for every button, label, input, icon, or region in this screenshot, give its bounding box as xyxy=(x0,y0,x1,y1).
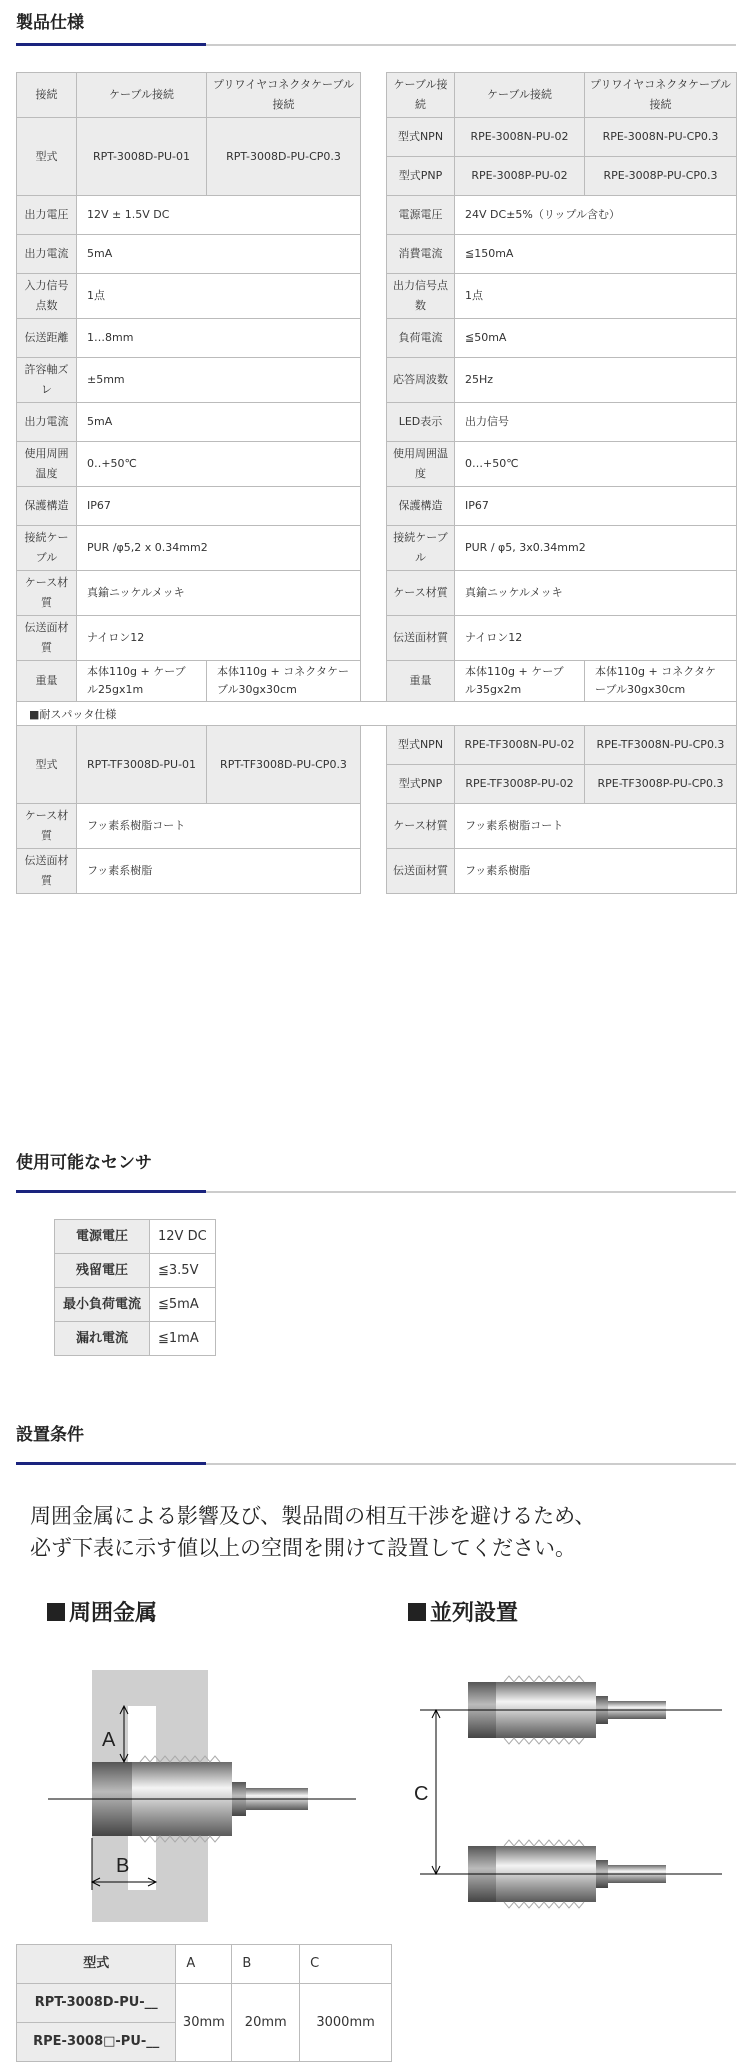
value-cell: IP67 xyxy=(455,487,737,526)
table-row xyxy=(55,1254,216,1288)
col-header: C xyxy=(300,1945,392,1984)
section-title-sensor: 使用可能なセンサ xyxy=(16,1153,152,1173)
header-cell: 重量 xyxy=(17,661,77,702)
header-cell: 接続 xyxy=(17,73,77,118)
header-cell: 出力電流 xyxy=(17,235,77,274)
header-cell: 型式NPN xyxy=(387,726,455,765)
header-cell: 出力信号点数 xyxy=(387,274,455,319)
header-cell: 接続ケーブル xyxy=(17,526,77,571)
table-row xyxy=(17,702,737,726)
spacer-cell xyxy=(361,235,387,274)
table-row xyxy=(17,1984,392,2023)
header-cell: RPT-3008D-PU-01 xyxy=(77,118,207,196)
header-cell: 重量 xyxy=(387,661,455,702)
note-cell: ■耐スパッタ仕様 xyxy=(17,702,737,726)
square-bullet-icon xyxy=(47,1603,65,1621)
header-cell: RPT-TF3008D-PU-01 xyxy=(77,726,207,804)
value-cell: IP67 xyxy=(77,487,361,526)
spacer-cell xyxy=(361,526,387,571)
value-cell: ≦150mA xyxy=(455,235,737,274)
value-cell: フッ素系樹脂コート xyxy=(77,804,361,849)
value-cell: 0…+50℃ xyxy=(455,442,737,487)
metal-clearance-diagram xyxy=(40,1660,360,1930)
value-cell: 本体110g + コネクタケーブル30gx30cm xyxy=(585,661,737,702)
header-cell: 出力電圧 xyxy=(17,196,77,235)
header-cell: RPE-TF3008N-PU-02 xyxy=(455,726,585,765)
value-cell: 5mA xyxy=(77,403,361,442)
header-cell: LED表示 xyxy=(387,403,455,442)
sensor-label: 電源電圧 xyxy=(55,1220,150,1254)
table-row xyxy=(17,661,737,702)
header-cell: RPE-3008N-PU-02 xyxy=(455,118,585,157)
value-cell: 20mm xyxy=(232,1984,300,2062)
table-row xyxy=(17,118,737,157)
value-cell: 30mm xyxy=(176,1984,232,2062)
spacer-cell xyxy=(361,804,387,849)
header-cell: プリワイヤコネクタケーブル接続 xyxy=(585,73,737,118)
value-cell: ナイロン12 xyxy=(455,616,737,661)
col-header: B xyxy=(232,1945,300,1984)
header-cell: 型式 xyxy=(17,726,77,804)
parallel-install-diagram xyxy=(400,1660,730,1930)
value-cell: PUR /φ5,2 x 0.34mm2 xyxy=(77,526,361,571)
spec-table xyxy=(16,72,737,894)
table-row xyxy=(17,235,737,274)
header-cell: 伝送面材質 xyxy=(387,849,455,894)
value-cell: ナイロン12 xyxy=(77,616,361,661)
spacer-cell xyxy=(361,196,387,235)
sensor-value: 12V DC xyxy=(150,1220,216,1254)
header-cell: RPE-3008P-PU-02 xyxy=(455,157,585,196)
sensor-value: ≦1mA xyxy=(150,1322,216,1356)
value-cell: PUR / φ5, 3x0.34mm2 xyxy=(455,526,737,571)
header-cell: RPT-TF3008D-PU-CP0.3 xyxy=(207,726,361,804)
table-row xyxy=(17,403,737,442)
header-cell: 伝送距離 xyxy=(17,319,77,358)
header-cell: ケース材質 xyxy=(387,804,455,849)
value-cell: 1点 xyxy=(455,274,737,319)
table-row xyxy=(17,571,737,616)
value-cell: 25Hz xyxy=(455,358,737,403)
value-cell: 1…8mm xyxy=(77,319,361,358)
header-cell: 型式 xyxy=(17,118,77,196)
spacer-cell xyxy=(361,571,387,616)
intro-line: 周囲金属による影響及び、製品間の相互干渉を避けるため、 xyxy=(30,1504,596,1528)
spacer-cell xyxy=(361,487,387,526)
value-cell: フッ素系樹脂コート xyxy=(455,804,737,849)
spacer-cell xyxy=(361,849,387,894)
value-cell: 3000mm xyxy=(300,1984,392,2062)
header-cell: 入力信号点数 xyxy=(17,274,77,319)
header-cell: プリワイヤコネクタケーブル接続 xyxy=(207,73,361,118)
label-a: A xyxy=(102,1729,116,1751)
spacer-cell xyxy=(361,403,387,442)
spacer-cell xyxy=(361,157,387,196)
table-row xyxy=(17,616,737,661)
table-row xyxy=(17,849,737,894)
value-cell: 真鍮ニッケルメッキ xyxy=(455,571,737,616)
table-row xyxy=(55,1220,216,1254)
col-header: A xyxy=(176,1945,232,1984)
header-cell: 保護構造 xyxy=(17,487,77,526)
value-cell: 本体110g + コネクタケーブル30gx30cm xyxy=(207,661,361,702)
header-cell: ケーブル接続 xyxy=(387,73,455,118)
value-cell: フッ素系樹脂 xyxy=(77,849,361,894)
value-cell: 真鍮ニッケルメッキ xyxy=(77,571,361,616)
spacer-cell xyxy=(361,442,387,487)
table-row xyxy=(17,274,737,319)
header-cell: ケーブル接続 xyxy=(77,73,207,118)
section-title-spec: 製品仕様 xyxy=(16,13,84,33)
header-cell: RPE-TF3008N-PU-CP0.3 xyxy=(585,726,737,765)
table-row xyxy=(17,526,737,571)
header-cell: RPT-3008D-PU-CP0.3 xyxy=(207,118,361,196)
header-cell: 型式PNP xyxy=(387,157,455,196)
value-cell: 24V DC±5%（リップル含む） xyxy=(455,196,737,235)
header-cell: 伝送面材質 xyxy=(17,616,77,661)
label-b: B xyxy=(116,1855,130,1877)
section-underline xyxy=(16,1463,736,1465)
header-cell: RPE-3008N-PU-CP0.3 xyxy=(585,118,737,157)
sensor-label: 残留電圧 xyxy=(55,1254,150,1288)
spacer-cell xyxy=(361,73,387,118)
spacer-cell xyxy=(361,319,387,358)
header-cell: 保護構造 xyxy=(387,487,455,526)
value-cell: ±5mm xyxy=(77,358,361,403)
install-intro xyxy=(30,1500,595,1564)
spacer-cell xyxy=(361,765,387,804)
header-cell: ケーブル接続 xyxy=(455,73,585,118)
intro-line: 必ず下表に示す値以上の空間を開けて設置してください。 xyxy=(30,1536,576,1560)
header-cell: RPE-3008P-PU-CP0.3 xyxy=(585,157,737,196)
clearance-table xyxy=(16,1944,392,2062)
table-row xyxy=(17,358,737,403)
header-cell: 伝送面材質 xyxy=(17,849,77,894)
model-cell: RPT-3008D-PU-__ xyxy=(17,1984,176,2023)
spacer-cell xyxy=(361,661,387,702)
header-cell: 消費電流 xyxy=(387,235,455,274)
header-cell: ケース材質 xyxy=(387,571,455,616)
value-cell: 0‥+50℃ xyxy=(77,442,361,487)
value-cell: 12V ± 1.5V DC xyxy=(77,196,361,235)
spacer-cell xyxy=(361,726,387,765)
value-cell: ≦50mA xyxy=(455,319,737,358)
header-cell: 応答周波数 xyxy=(387,358,455,403)
model-cell: RPE-3008□-PU-__ xyxy=(17,2023,176,2062)
value-cell: 1点 xyxy=(77,274,361,319)
section-title-install: 設置条件 xyxy=(16,1425,84,1445)
spacer-cell xyxy=(361,118,387,157)
header-cell: ケース材質 xyxy=(17,804,77,849)
diagram-title-metal: 周囲金属 xyxy=(47,1596,157,1627)
table-row xyxy=(17,196,737,235)
table-row xyxy=(17,73,737,118)
value-cell: 本体110g + ケーブル35gx2m xyxy=(455,661,585,702)
table-row xyxy=(17,442,737,487)
header-cell: ケース材質 xyxy=(17,571,77,616)
sensor-label: 漏れ電流 xyxy=(55,1322,150,1356)
table-row xyxy=(17,804,737,849)
header-cell: 伝送面材質 xyxy=(387,616,455,661)
spacer-cell xyxy=(361,274,387,319)
sensor-table xyxy=(54,1219,216,1356)
header-cell: 接続ケーブル xyxy=(387,526,455,571)
section-underline xyxy=(16,44,736,46)
label-c: C xyxy=(414,1783,429,1805)
spacer-cell xyxy=(361,616,387,661)
header-cell: 使用周囲温度 xyxy=(387,442,455,487)
header-cell: 電源電圧 xyxy=(387,196,455,235)
header-cell: 型式NPN xyxy=(387,118,455,157)
square-bullet-icon xyxy=(408,1603,426,1621)
value-cell: 本体110g + ケーブル25gx1m xyxy=(77,661,207,702)
header-cell: 負荷電流 xyxy=(387,319,455,358)
sensor-value: ≦5mA xyxy=(150,1288,216,1322)
table-row xyxy=(17,319,737,358)
table-row xyxy=(17,487,737,526)
diagram-title-parallel: 並列設置 xyxy=(408,1596,518,1627)
value-cell: フッ素系樹脂 xyxy=(455,849,737,894)
header-cell: RPE-TF3008P-PU-CP0.3 xyxy=(585,765,737,804)
header-cell: 型式PNP xyxy=(387,765,455,804)
table-row xyxy=(17,1945,392,1984)
header-cell: RPE-TF3008P-PU-02 xyxy=(455,765,585,804)
col-header: 型式 xyxy=(17,1945,176,1984)
sensor-value: ≦3.5V xyxy=(150,1254,216,1288)
header-cell: 許容軸ズレ xyxy=(17,358,77,403)
sensor-label: 最小負荷電流 xyxy=(55,1288,150,1322)
header-cell: 使用周囲温度 xyxy=(17,442,77,487)
table-row xyxy=(55,1288,216,1322)
table-row xyxy=(55,1322,216,1356)
header-cell: 出力電流 xyxy=(17,403,77,442)
table-row xyxy=(17,726,737,765)
value-cell: 出力信号 xyxy=(455,403,737,442)
spacer-cell xyxy=(361,358,387,403)
value-cell: 5mA xyxy=(77,235,361,274)
section-underline xyxy=(16,1191,736,1193)
